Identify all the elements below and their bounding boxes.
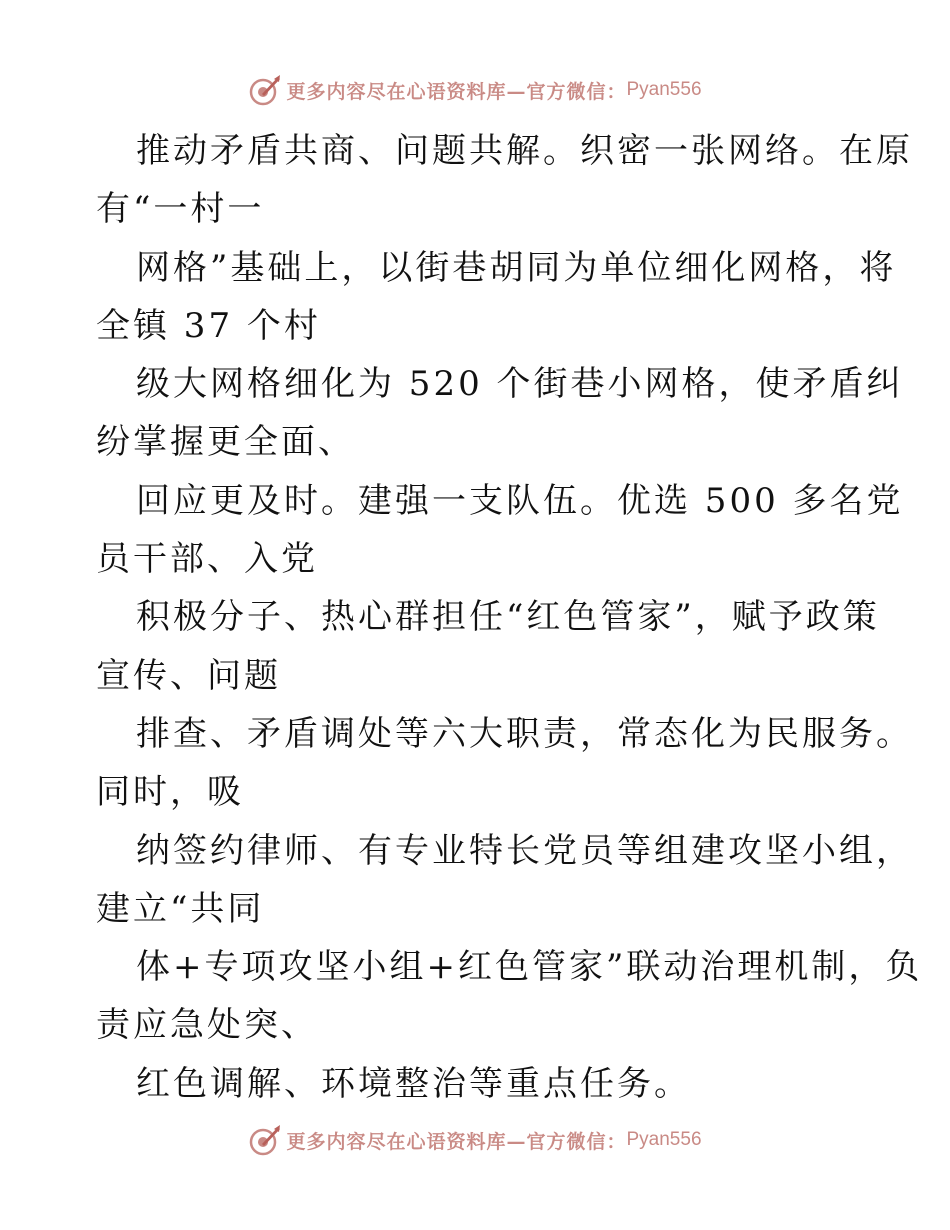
text-line: 员干部、入党 <box>96 539 318 580</box>
text-line: 积极分子、热心群担任“红色管家”，赋予政策 <box>136 597 880 638</box>
quill-logo-icon <box>248 73 282 107</box>
text-line: 网格”基础上，以街巷胡同为单位细化网格，将 <box>136 247 897 288</box>
text-line: 宣传、问题 <box>96 655 281 696</box>
text-line: 责应急处突、 <box>96 1005 318 1046</box>
text-line: 纳签约律师、有专业特长党员等组建攻坚小组， <box>136 830 913 871</box>
header-watermark <box>0 70 950 110</box>
header-watermark-id: Pyan556 <box>626 79 702 100</box>
footer-watermark <box>0 1120 950 1160</box>
quill-logo-icon <box>248 1123 282 1157</box>
text-line: 红色调解、环境整治等重点任务。 <box>136 1063 691 1104</box>
footer-watermark-id: Pyan556 <box>626 1129 702 1150</box>
footer-watermark-text: 更多内容尽在心语资料库—官方微信： <box>286 1130 627 1153</box>
text-line: 级大网格细化为 520 个街巷小网格，使矛盾纠 <box>136 364 904 405</box>
body-text <box>96 122 923 1113</box>
text-line: 回应更及时。建强一支队伍。优选 500 多名党 <box>136 480 904 521</box>
header-watermark-text: 更多内容尽在心语资料库—官方微信： <box>286 80 627 103</box>
text-line: 体+专项攻坚小组+红色管家”联动治理机制，负 <box>136 947 923 988</box>
text-line: 有“一村一 <box>96 189 265 230</box>
text-line: 同时，吸 <box>96 772 244 813</box>
text-line: 排查、矛盾调处等六大职责，常态化为民服务。 <box>136 713 913 754</box>
text-line: 纷掌握更全面、 <box>96 422 355 463</box>
text-line: 推动矛盾共商、问题共解。织密一张网络。在原 <box>136 131 913 171</box>
text-line: 全镇 37 个村 <box>96 305 321 346</box>
text-line: 建立“共同 <box>96 888 265 929</box>
